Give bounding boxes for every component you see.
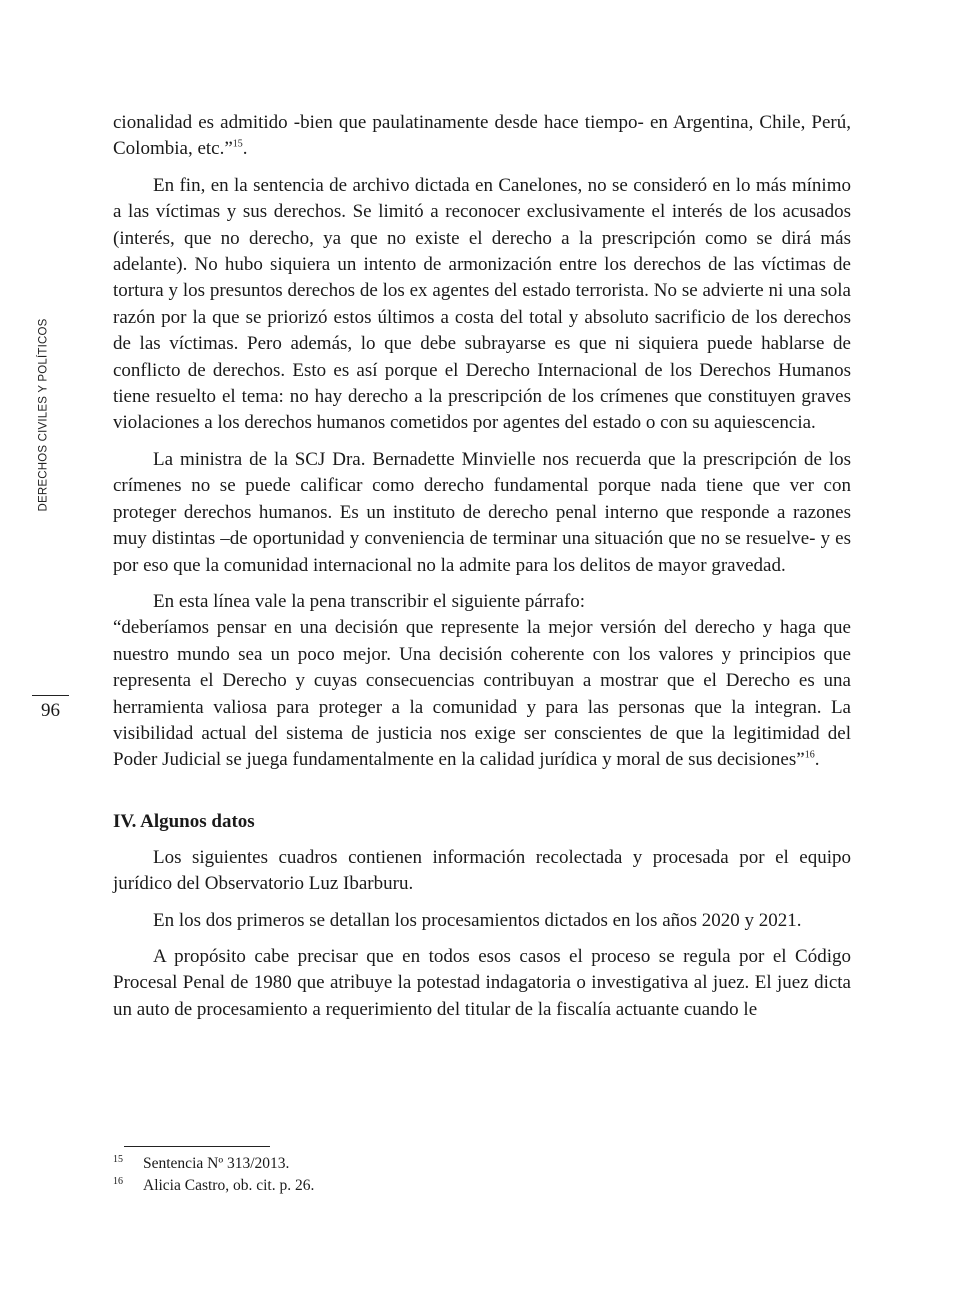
paragraph-7: A propósito cabe precisar que en todos esos casos el proceso se regula por el Código Procesal Penal de 1980 que atribuye la potestad indagatoria o investigativa al juez. El juez dicta un auto de procesamiento a requerimiento del titular de la fiscalía actuante cuando le <box>113 945 851 1020</box>
paragraph-4: En esta línea vale la pena transcribir el siguiente párrafo: <box>153 590 586 612</box>
paragraph-1 <box>113 110 851 163</box>
paragraph-5: Los siguientes cuadros contienen información recolectada y procesada por el equipo jurídico del Observatorio Luz Ibarburu. <box>113 846 851 895</box>
footnote-ref-15[interactable]: 15 <box>232 139 243 151</box>
page-number: 96 <box>41 700 60 721</box>
footnotes <box>113 1153 851 1196</box>
main-text <box>113 110 851 1023</box>
footnote-separator <box>124 1146 270 1147</box>
block-quote-text: “deberíamos pensar en una decisión que represente la mejor versión del derecho y haga que nuestro mundo sea un poco mejor. Una decisión coherente con los valores y principios que representa el Derecho y cuyas consecuencias contribuyan a mostrar que el Derecho es una herramienta valiosa para proteger a la comunidad y para las personas que la integran. La visibilidad actual del sistema de justicia nos exige ser conscientes de que la legitimidad del Poder Judicial se juega fundamentalmente en la calidad jurídica y moral de sus decisiones” <box>113 617 851 771</box>
block-quote-end: . <box>814 749 820 771</box>
paragraph-2: En fin, en la sentencia de archivo dictada en Canelones, no se consideró en lo más mínimo a las víctimas y sus derechos. Se limitó a reconocer exclusivamente el interés de los acusados (interés, que no derecho, ya que no existe el derecho a la prescripción como se dirá más adelante). No hubo siquiera un intento de armonización entre los derechos de las víctimas de tortura y los presuntos derechos de los ex agentes del estado terrorista. No se advierte ni una sola razón por la que se priorizó estos últimos a costa del total y absoluto sacrificio de los derechos de las víctimas. Pero además, lo que debe subrayarse es que ni siquiera puede hablarse de conflicto de derechos. Esto es así porque el Derecho Internacional de los Derechos Humanos tiene resuelto el tema: no hay derecho a la prescripción de los crímenes que constituyen graves violaciones a los derechos humanos cometidos por agentes del estado o con su aquiescencia. <box>113 174 851 434</box>
footnote-number: 16 <box>113 1175 123 1187</box>
paragraph-3: La ministra de la SCJ Dra. Bernadette Minvielle nos recuerda que la prescripción de los crímenes no se puede calificar como derecho fundamental porque nada tiene que ver con proteger derechos humanos. Es un instituto de derecho penal interno que responde a razones muy distintas –de oportunidad y conveniencia de terminar una situación que no se resuelve- y es por eso que la comunidad internacional no la admite para los delitos de mayor gravedad. <box>113 448 851 576</box>
section-heading: IV. Algunos datos <box>113 810 255 832</box>
paragraph-6: En los dos primeros se detallan los procesamientos dictados en los años 2020 y 2021. <box>153 909 802 931</box>
footnote-ref-16[interactable]: 16 <box>804 750 815 762</box>
section-label-text: DERECHOS CIVILES Y POLÍTICOS <box>38 318 51 512</box>
footnote-text: Alicia Castro, ob. cit. p. 26. <box>143 1176 315 1194</box>
footnote-16 <box>113 1175 851 1197</box>
paragraph-1-end: . <box>242 138 248 160</box>
footnote-15 <box>113 1153 851 1175</box>
block-quote <box>113 615 851 773</box>
page-number-rule <box>32 695 69 696</box>
footnote-number: 15 <box>113 1154 123 1165</box>
section-label <box>24 318 64 512</box>
paragraph-1-text: cionalidad es admitido -bien que paulatinamente desde hace tiempo- en Argentina, Chile, Perú, Colombia, etc.” <box>113 112 851 160</box>
footnote-text: Sentencia Nº 313/2013. <box>143 1155 290 1172</box>
